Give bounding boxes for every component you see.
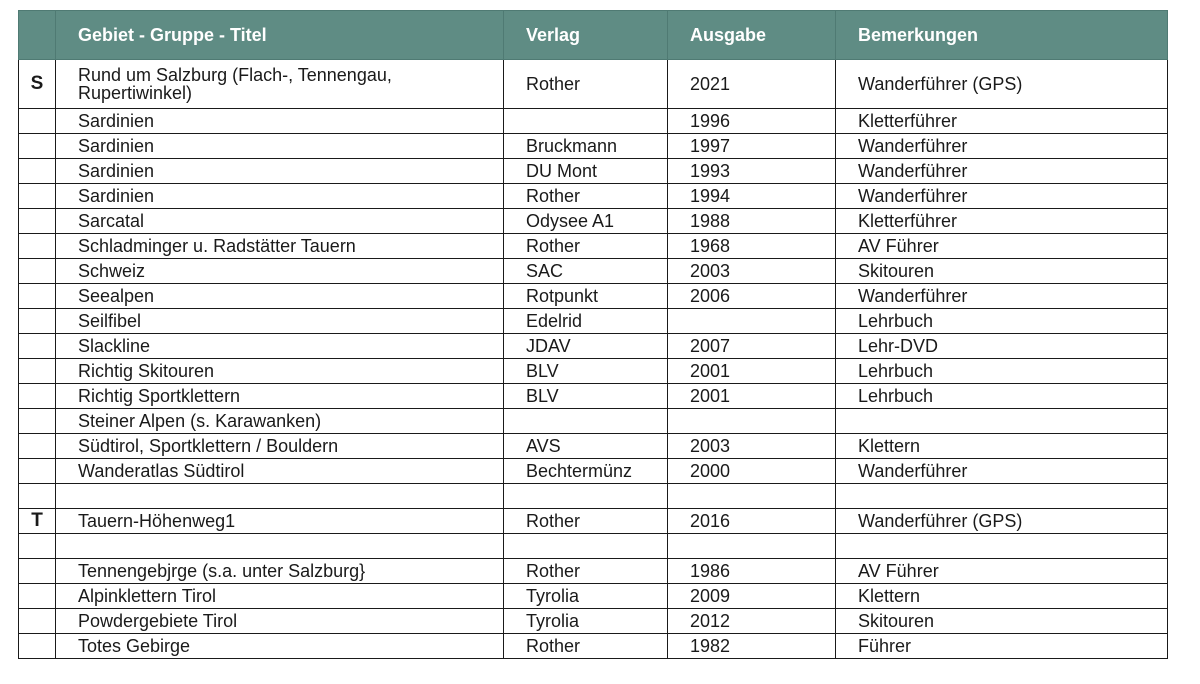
bemerkungen-cell: Führer [836,634,1168,659]
title-cell: Seilfibel [56,309,504,334]
table-row [19,334,1168,359]
verlag-cell [504,109,668,134]
title-cell: Südtirol, Sportklettern / Bouldern [56,434,504,459]
title-cell: Rund um Salzburg (Flach-, Tennengau, Rupertiwinkel) [56,60,504,109]
bemerkungen-cell [836,409,1168,434]
verlag-cell: AVS [504,434,668,459]
verlag-cell: Rother [504,559,668,584]
ausgabe-cell: 2009 [668,584,836,609]
bemerkungen-cell: Klettern [836,434,1168,459]
letter-cell [19,259,56,284]
bemerkungen-cell: Lehrbuch [836,384,1168,409]
table-header-row [19,11,1168,60]
bemerkungen-cell: Lehrbuch [836,309,1168,334]
table-row [19,484,1168,509]
verlag-cell: Edelrid [504,309,668,334]
verlag-cell: Rother [504,634,668,659]
bemerkungen-cell [836,484,1168,509]
bemerkungen-cell: Kletterführer [836,209,1168,234]
bemerkungen-cell: Wanderführer [836,459,1168,484]
verlag-cell: Tyrolia [504,584,668,609]
letter-cell: S [19,60,56,109]
title-cell: Seealpen [56,284,504,309]
bemerkungen-cell: Skitouren [836,259,1168,284]
bemerkungen-cell: Wanderführer [836,134,1168,159]
table-row [19,109,1168,134]
verlag-cell: BLV [504,384,668,409]
letter-cell [19,309,56,334]
title-cell: Sardinien [56,109,504,134]
title-cell: Richtig Skitouren [56,359,504,384]
letter-cell [19,184,56,209]
bemerkungen-cell: Wanderführer [836,284,1168,309]
letter-cell [19,109,56,134]
table-body [19,60,1168,659]
verlag-cell: JDAV [504,334,668,359]
ausgabe-cell: 2003 [668,259,836,284]
table-row [19,384,1168,409]
header-ausgabe: Ausgabe [668,11,836,60]
bemerkungen-cell: Kletterführer [836,109,1168,134]
table-row [19,534,1168,559]
verlag-cell: Bechtermünz [504,459,668,484]
verlag-cell: Rother [504,60,668,109]
ausgabe-cell: 1982 [668,634,836,659]
ausgabe-cell: 2000 [668,459,836,484]
letter-cell: T [19,509,56,534]
table-row [19,634,1168,659]
letter-cell [19,459,56,484]
title-cell: Powdergebiete Tirol [56,609,504,634]
letter-cell [19,484,56,509]
verlag-cell: SAC [504,259,668,284]
title-cell: Totes Gebirge [56,634,504,659]
ausgabe-cell: 2001 [668,384,836,409]
bemerkungen-cell: Wanderführer [836,184,1168,209]
table-row [19,309,1168,334]
title-cell: Tennengebjrge (s.a. unter Salzburg} [56,559,504,584]
header-letter [19,11,56,60]
verlag-cell [504,409,668,434]
ausgabe-cell: 1988 [668,209,836,234]
book-list-table-wrapper [18,10,1168,659]
verlag-cell [504,534,668,559]
letter-cell [19,609,56,634]
letter-cell [19,434,56,459]
ausgabe-cell [668,309,836,334]
bemerkungen-cell: Klettern [836,584,1168,609]
table-row [19,509,1168,534]
title-cell: Sardinien [56,184,504,209]
title-cell [56,534,504,559]
bemerkungen-cell [836,534,1168,559]
table-row [19,284,1168,309]
ausgabe-cell: 1994 [668,184,836,209]
letter-cell [19,159,56,184]
verlag-cell: Odysee A1 [504,209,668,234]
verlag-cell: Rother [504,509,668,534]
verlag-cell: Rotpunkt [504,284,668,309]
table-row [19,259,1168,284]
table-row [19,409,1168,434]
table-row [19,359,1168,384]
table-row [19,584,1168,609]
header-verlag: Verlag [504,11,668,60]
title-cell: Sarcatal [56,209,504,234]
table-row [19,434,1168,459]
table-row [19,184,1168,209]
letter-cell [19,384,56,409]
letter-cell [19,409,56,434]
ausgabe-cell: 1993 [668,159,836,184]
bemerkungen-cell: Wanderführer (GPS) [836,509,1168,534]
verlag-cell: Bruckmann [504,134,668,159]
table-row [19,134,1168,159]
bemerkungen-cell: Lehr-DVD [836,334,1168,359]
letter-cell [19,634,56,659]
ausgabe-cell: 1986 [668,559,836,584]
ausgabe-cell: 2007 [668,334,836,359]
header-title: Gebiet - Gruppe - Titel [56,11,504,60]
ausgabe-cell: 1997 [668,134,836,159]
verlag-cell: Tyrolia [504,609,668,634]
letter-cell [19,534,56,559]
verlag-cell: Rother [504,234,668,259]
ausgabe-cell [668,534,836,559]
title-cell: Alpinklettern Tirol [56,584,504,609]
letter-cell [19,359,56,384]
letter-cell [19,559,56,584]
verlag-cell: BLV [504,359,668,384]
header-bemerkungen: Bemerkungen [836,11,1168,60]
table-row [19,60,1168,109]
letter-cell [19,334,56,359]
ausgabe-cell: 2016 [668,509,836,534]
letter-cell [19,284,56,309]
title-cell: Schweiz [56,259,504,284]
table-row [19,609,1168,634]
table-row [19,159,1168,184]
letter-cell [19,209,56,234]
title-cell: Tauern-Höhenweg1 [56,509,504,534]
bemerkungen-cell: Wanderführer (GPS) [836,60,1168,109]
ausgabe-cell: 2006 [668,284,836,309]
ausgabe-cell [668,484,836,509]
title-cell: Sardinien [56,159,504,184]
ausgabe-cell: 1996 [668,109,836,134]
title-cell: Steiner Alpen (s. Karawanken) [56,409,504,434]
verlag-cell [504,484,668,509]
ausgabe-cell: 2003 [668,434,836,459]
table-row [19,559,1168,584]
title-cell: Wanderatlas Südtirol [56,459,504,484]
title-cell: Slackline [56,334,504,359]
bemerkungen-cell: AV Führer [836,559,1168,584]
verlag-cell: Rother [504,184,668,209]
ausgabe-cell [668,409,836,434]
letter-cell [19,234,56,259]
ausgabe-cell: 2021 [668,60,836,109]
bemerkungen-cell: Wanderführer [836,159,1168,184]
title-cell [56,484,504,509]
ausgabe-cell: 2001 [668,359,836,384]
letter-cell [19,134,56,159]
title-cell: Sardinien [56,134,504,159]
bemerkungen-cell: Lehrbuch [836,359,1168,384]
letter-cell [19,584,56,609]
table-row [19,459,1168,484]
verlag-cell: DU Mont [504,159,668,184]
table-row [19,234,1168,259]
table-row [19,209,1168,234]
bemerkungen-cell: AV Führer [836,234,1168,259]
book-list-table [18,10,1168,659]
bemerkungen-cell: Skitouren [836,609,1168,634]
ausgabe-cell: 2012 [668,609,836,634]
title-cell: Schladminger u. Radstätter Tauern [56,234,504,259]
title-cell: Richtig Sportklettern [56,384,504,409]
ausgabe-cell: 1968 [668,234,836,259]
